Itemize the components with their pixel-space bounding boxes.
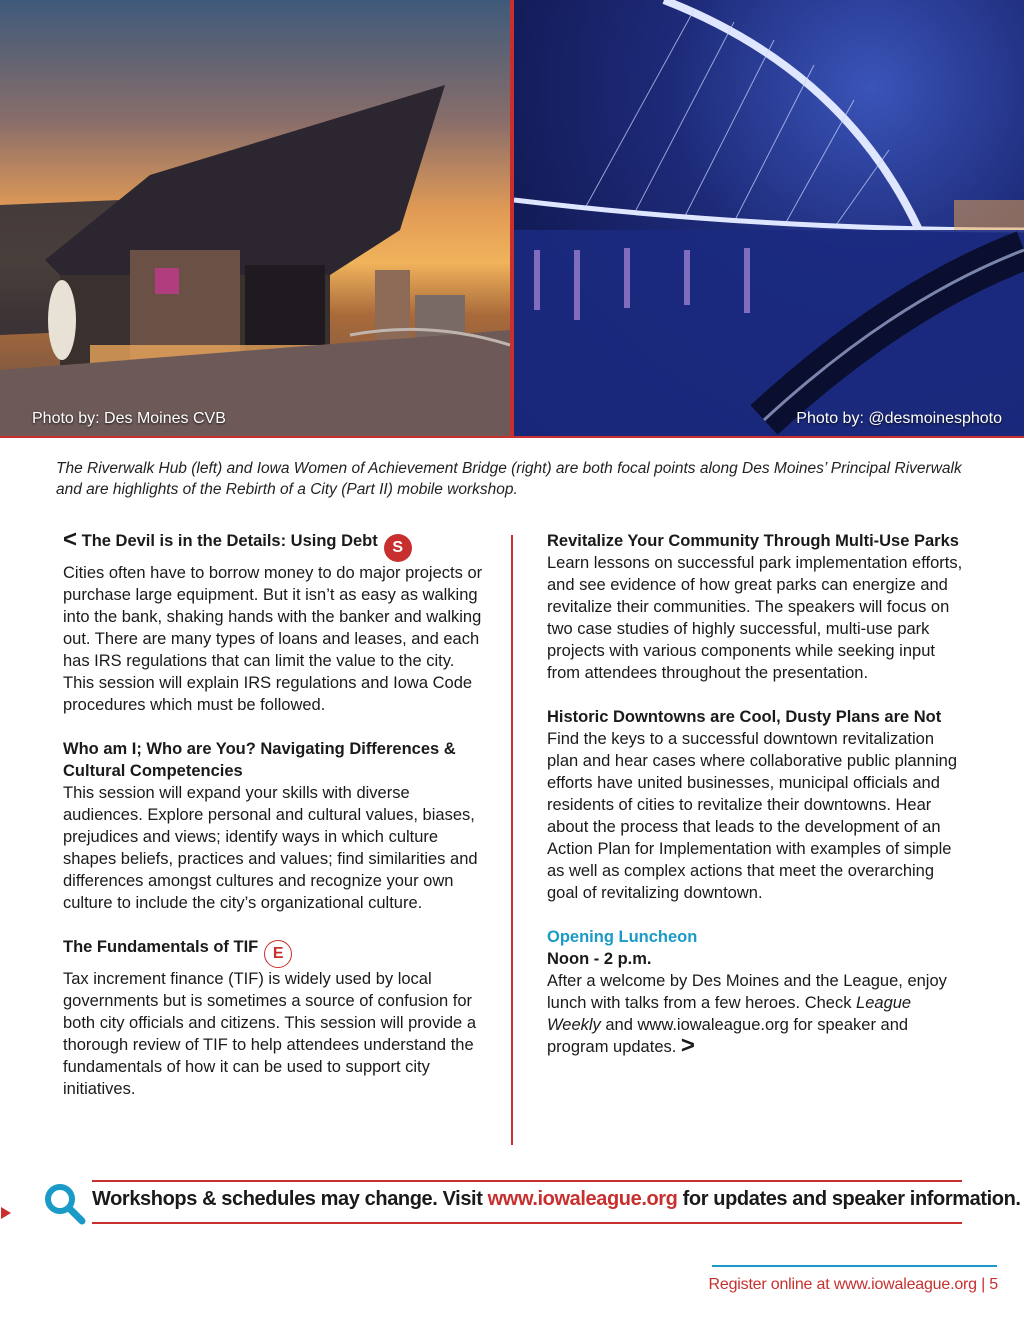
session-title xyxy=(63,526,488,562)
notice-suffix: for updates and speaker information. xyxy=(677,1188,1021,1210)
photo-credit-right: Photo by: @desmoinesphoto xyxy=(796,410,1002,427)
session-description: Tax increment finance (TIF) is widely used by local governments but is sometimes a source of confusion for both city officials and citizens. This session will provide a thorough review of TIF to help attendees understand the fundamentals of how it can be used to support city initiatives. xyxy=(63,970,476,1098)
session-using-debt xyxy=(63,526,488,716)
session-opening-luncheon xyxy=(547,926,967,1058)
luncheon-text-2: and www.iowaleague.org for speaker and program updates. xyxy=(547,1016,909,1056)
photo-divider xyxy=(510,0,514,438)
search-icon xyxy=(42,1182,88,1228)
footer-separator: | xyxy=(976,1276,990,1293)
session-title: Revitalize Your Community Through Multi-Use Parks xyxy=(547,532,959,550)
notice-top-rule xyxy=(92,1180,962,1182)
session-fundamentals-of-tif xyxy=(63,936,488,1100)
league-weekly-title: League Weekly xyxy=(547,994,912,1034)
session-multi-use-parks xyxy=(547,530,967,684)
column-divider xyxy=(511,535,513,1145)
photo-credit-left: Photo by: Des Moines CVB xyxy=(32,410,226,427)
right-column xyxy=(547,530,967,1080)
close-bracket: > xyxy=(680,1032,695,1059)
session-description: This session will expand your skills with diverse audiences. Explore personal and cultural values, biases, prejudices and views; identify ways in which culture shapes beliefs, practices and values; find similarities and differences amongst cultures and recognize your own culture to include the city’s organizational culture. xyxy=(63,784,478,912)
open-bracket: < xyxy=(63,526,78,553)
schedule-notice xyxy=(92,1188,1021,1211)
photo-caption: The Riverwalk Hub (left) and Iowa Women of Achievement Bridge (right) are both focal points along Des Moines’ Principal Riverwalk and are highlights of the Rebirth of a City (Part II) mobile workshop. xyxy=(56,460,962,498)
bridge-illustration xyxy=(514,0,1024,438)
session-cultural-competencies xyxy=(63,738,488,914)
page-number: 5 xyxy=(989,1276,998,1293)
riverwalk-hub-illustration xyxy=(0,0,510,438)
session-title: Historic Downtowns are Cool, Dusty Plans are Not xyxy=(547,708,942,726)
notice-prefix: Workshops & schedules may change. Visit xyxy=(92,1188,488,1210)
register-link[interactable]: Register online at www.iowaleague.org xyxy=(708,1276,977,1293)
session-description: Find the keys to a successful downtown revitalization plan and hear cases where collaborative public planning efforts have united businesses, municipal officials and residents of cities to revitalize their downtowns. Hear about the process that leads to the development of an Action Plan for Implementation with examples of simple as well as complex actions that meet the overarching goal of revitalizing downtown. xyxy=(547,730,958,902)
footer-rule xyxy=(712,1265,997,1267)
session-title-text: The Devil is in the Details: Using Debt xyxy=(81,532,378,550)
superhero-s-badge-icon: S xyxy=(384,534,412,562)
session-description: Cities often have to borrow money to do major projects or purchase large equipment. But it isn’t as easy as walking into the bank, shaking hands with the banker and walking out. There are many types of loans and leases, and each has IRS regulations that can limit the value to the city. This session will explain IRS regulations and Iowa Code procedures which must be followed. xyxy=(63,564,483,714)
session-title-text: The Fundamentals of TIF xyxy=(63,938,259,956)
riverwalk-hub-photo xyxy=(0,0,510,438)
photo-strip xyxy=(0,0,1024,438)
left-column xyxy=(63,526,488,1122)
session-title: Who am I; Who are You? Navigating Differences & Cultural Competencies xyxy=(63,740,456,780)
luncheon-description xyxy=(547,970,967,1058)
superhero-e-badge-icon: E xyxy=(264,940,292,968)
page-footer xyxy=(709,1276,998,1294)
session-historic-downtowns xyxy=(547,706,967,904)
luncheon-title: Opening Luncheon xyxy=(547,928,698,946)
iowaleague-link[interactable]: www.iowaleague.org xyxy=(487,1188,678,1210)
women-of-achievement-bridge-photo xyxy=(514,0,1024,438)
photo-bottom-rule xyxy=(0,436,1024,438)
notice-bottom-rule xyxy=(92,1222,962,1224)
luncheon-text-1: After a welcome by Des Moines and the League, enjoy lunch with talks from a few heroes. Check xyxy=(547,972,947,1012)
session-title xyxy=(63,936,488,968)
luncheon-time: Noon - 2 p.m. xyxy=(547,950,652,968)
corner-arrow-icon xyxy=(1,1207,11,1219)
session-description: Learn lessons on successful park implementation efforts, and see evidence of how great parks can energize and revitalize their communities. The speakers will focus on two case studies of highly successful, multi-use park projects with various components while seeking input from attendees throughout the presentation. xyxy=(547,554,963,682)
